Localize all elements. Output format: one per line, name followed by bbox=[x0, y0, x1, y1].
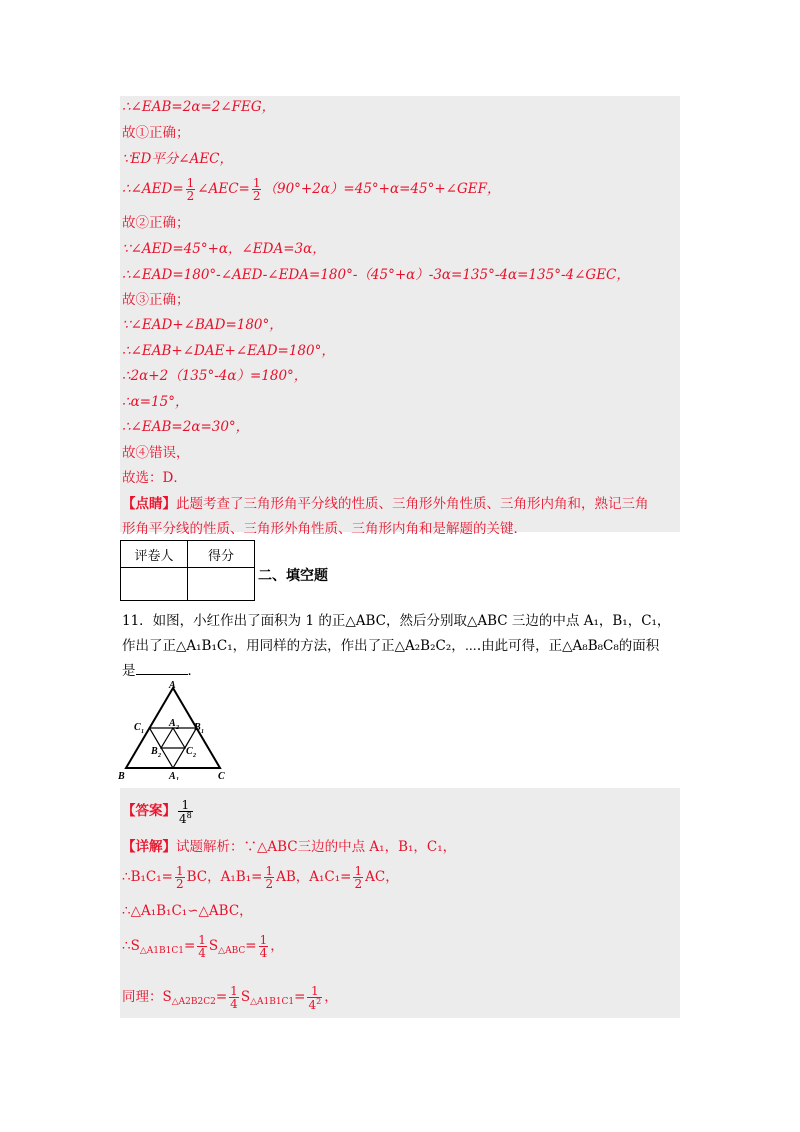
triangle-figure bbox=[118, 680, 228, 780]
label-C1: C bbox=[134, 722, 141, 733]
eq4-a-sub: △A2B2C2 bbox=[171, 997, 216, 1007]
label-B2: B bbox=[151, 746, 158, 757]
score-table bbox=[120, 540, 255, 601]
label-C2-sub: 2 bbox=[193, 753, 196, 759]
quarter-squared-fraction bbox=[307, 985, 322, 1011]
solution-line-7: ∴∠EAD=180°-∠AED-∠EDA=180°-（45°+α）-3α=135°-4α=135°-4∠GEC， bbox=[122, 267, 630, 283]
half-fraction bbox=[186, 177, 196, 202]
solution-line-5: 故②正确； bbox=[122, 215, 190, 231]
frac-den: 2 bbox=[354, 877, 363, 891]
detail-line-5: 同理：$S_{\triangle A2B2C2}=$ $\frac{1}{4}$ $S_{\triangle A1B1C1}=$ $\frac{1}{4^2}$ ， bbox=[122, 983, 338, 1012]
solution-line-12: ∴α=15°， bbox=[122, 394, 189, 410]
section-title: 二、填空题 bbox=[258, 568, 328, 584]
label-B1-sub: 1 bbox=[201, 729, 204, 735]
label-C1-sub: 1 bbox=[141, 729, 144, 735]
solution-line-14: 故④错误， bbox=[122, 445, 190, 461]
solution-line-3: ∵ED平分∠AEC， bbox=[122, 151, 234, 167]
eq3-c: ， bbox=[270, 938, 284, 954]
solution-line-2: 故①正确； bbox=[122, 125, 190, 141]
eq4-b: S bbox=[240, 989, 251, 1005]
l4-part-c: （90°+2α）=45°+α=45°+∠GEF， bbox=[263, 181, 501, 197]
den-exp: 2 bbox=[316, 996, 322, 1006]
frac-den: 4 bbox=[198, 946, 206, 960]
detail-tag: 【详解】 bbox=[122, 839, 176, 855]
eq1-b: BC，A₁B₁= bbox=[186, 869, 263, 885]
quarter-fraction bbox=[197, 934, 207, 959]
frac-den: 2 bbox=[252, 189, 261, 203]
label-A2-sub: 2 bbox=[176, 725, 179, 731]
answer-den-exp: 8 bbox=[186, 810, 192, 820]
solution-line-10: ∴∠EAB+∠DAE+∠EAD=180°， bbox=[122, 343, 335, 359]
comment-line-2: 形角平分线的性质、三角形外角性质、三角形内角和是解题的关键． bbox=[122, 521, 527, 537]
quarter-fraction bbox=[229, 985, 239, 1010]
eq1-a: ∴B₁C₁= bbox=[122, 869, 173, 885]
den-base: 4 bbox=[308, 997, 317, 1012]
reviewer-cell bbox=[121, 568, 188, 601]
frac-den: 2 bbox=[175, 877, 184, 891]
frac-num: 1 bbox=[307, 985, 322, 998]
frac-num: 1 bbox=[259, 933, 268, 947]
answer-fraction bbox=[178, 799, 193, 825]
eq1-d: AC， bbox=[365, 869, 399, 885]
l4-part-a: ∴∠AED= bbox=[122, 181, 184, 197]
frac-num: 1 bbox=[354, 864, 363, 878]
solution-line-13: ∴∠EAB=2α=30°， bbox=[122, 419, 250, 435]
question-line-3 bbox=[122, 662, 201, 680]
frac-den bbox=[307, 998, 322, 1011]
frac-den: 2 bbox=[265, 877, 274, 891]
frac-num: 1 bbox=[252, 176, 261, 190]
comment-line-1 bbox=[122, 495, 649, 513]
label-A: A bbox=[169, 680, 176, 691]
mid-line-left bbox=[150, 728, 162, 748]
half-fraction bbox=[264, 865, 274, 890]
frac-num: 1 bbox=[265, 864, 274, 878]
label-A2: A bbox=[169, 718, 176, 729]
detail-line-1 bbox=[122, 838, 456, 856]
question-line-2: 作出了正△A₁B₁C₁，用同样的方法，作出了正△A₂B₂C₂，⋯.由此可得，正△A₈B₈C₈的面积 bbox=[122, 638, 660, 654]
frac-num: 1 bbox=[175, 864, 184, 878]
question-line-3-prefix: 是 bbox=[122, 663, 136, 679]
label-B: B bbox=[118, 771, 125, 780]
label-C2: C bbox=[186, 746, 193, 757]
frac-num: 1 bbox=[198, 933, 206, 947]
eq3-a: ∴S bbox=[122, 938, 140, 954]
detail-line-2 bbox=[122, 863, 399, 891]
score-cell bbox=[188, 568, 255, 601]
detail-line-4: $\therefore S_{\triangle A1B1C1}=$ $\frac{1}{4}$ $S_{\triangle ABC}=$ $\frac{1}{4}$ ， bbox=[122, 933, 284, 960]
label-A1-sub: 1 bbox=[176, 777, 179, 780]
quarter-fraction bbox=[259, 934, 269, 959]
frac-den: 4 bbox=[259, 946, 268, 960]
solution-line-8: 故③正确； bbox=[122, 292, 190, 308]
eq1-c: AB，A₁C₁= bbox=[276, 869, 352, 885]
comment-text-1: 此题考查了三角形角平分线的性质、三角形外角性质、三角形内角和，熟记三角 bbox=[176, 496, 649, 512]
label-B2-sub: 2 bbox=[158, 753, 161, 759]
eq3-a-sub: △A1B1C1 bbox=[139, 946, 184, 956]
label-C: C bbox=[218, 771, 225, 780]
frac-num: 1 bbox=[230, 984, 238, 998]
eq4-b-sub: △A1B1C1 bbox=[250, 997, 295, 1007]
answer-tag: 【答案】 bbox=[122, 803, 176, 819]
answer-line bbox=[122, 796, 195, 826]
l4-part-b: ∠AEC= bbox=[197, 181, 250, 197]
question-line-1: 11．如图，小红作出了面积为 1 的正△ABC，然后分别取△ABC 三边的中点 A₁，B₁，C₁， bbox=[122, 613, 671, 629]
solution-line-1: ∴∠EAB=2α=2∠FEG， bbox=[122, 99, 276, 115]
half-fraction bbox=[252, 177, 262, 202]
eq4-a: 同理：S bbox=[122, 989, 172, 1005]
solution-line-9: ∵∠EAD+∠BAD=180°， bbox=[122, 317, 283, 333]
answer-den-base: 4 bbox=[179, 811, 187, 826]
detail-intro: 试题解析：∵△ABC三边的中点 A₁，B₁，C₁， bbox=[176, 839, 457, 855]
solution-line-6: ∵∠AED=45°+α，∠EDA=3α， bbox=[122, 241, 326, 257]
frac-num: 1 bbox=[186, 176, 195, 190]
half-fraction bbox=[175, 865, 185, 890]
answer-blank bbox=[136, 674, 188, 675]
eq4-c: ， bbox=[324, 989, 338, 1005]
eq3-b-sub: △ABC bbox=[218, 946, 246, 956]
label-B1: B bbox=[194, 722, 201, 733]
label-A1: A bbox=[169, 771, 176, 780]
question-line-3-suffix: ． bbox=[187, 663, 201, 679]
half-fraction bbox=[353, 865, 363, 890]
frac-den: 2 bbox=[186, 189, 195, 203]
score-header: 得分 bbox=[188, 541, 255, 568]
answer-num: 1 bbox=[178, 799, 193, 812]
reviewer-header: 评卷人 bbox=[121, 541, 188, 568]
triangle-A2B2C2 bbox=[161, 728, 185, 748]
solution-line-4 bbox=[122, 176, 500, 202]
answer-den bbox=[178, 812, 193, 825]
detail-line-3: ∴△A₁B₁C₁∽△ABC， bbox=[122, 903, 253, 919]
eq3-b: S bbox=[208, 938, 219, 954]
solution-line-15: 故选：D． bbox=[122, 470, 187, 486]
solution-line-11: ∴2α+2（135°-4α）=180°， bbox=[122, 368, 308, 384]
frac-den: 4 bbox=[230, 997, 238, 1011]
comment-tag: 【点睛】 bbox=[122, 496, 176, 512]
